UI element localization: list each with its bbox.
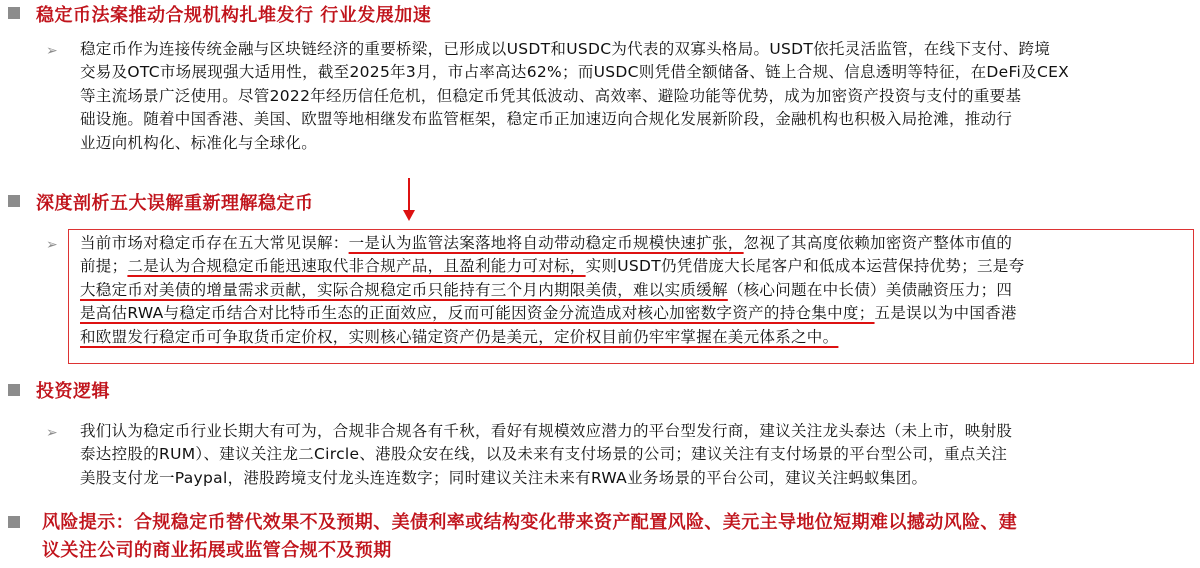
- arrow-bullet-icon: ➢: [46, 43, 58, 59]
- paragraph-2: [80, 232, 1188, 349]
- underlined-text: 大稳定币对美债的增量需求贡献，实际合规稳定币只能持有三个月内期限美债，难以实质缓解: [80, 280, 728, 299]
- plain-text: 忽视了其高度依赖加密资产整体市值的: [743, 234, 1013, 252]
- section-heading-3: 投资逻辑: [36, 381, 110, 402]
- boxed-line: [80, 326, 1188, 349]
- arrow-bullet-icon: ➢: [46, 237, 58, 253]
- risk-line: 风险提示：合规稳定币替代效果不及预期、美债利率或结构变化带来资产配置风险、美元主导地位短期难以撼动风险、建: [42, 512, 1018, 533]
- paragraph-line: 美股支付龙一Paypal，港股跨境支付龙头连连数字；同时建议关注未来有RWA业务场景的平台公司，建议关注蚂蚁集团。: [80, 468, 928, 487]
- underlined-text: 是高估RWA与稳定币结合对比特币生态的正面效应，反而可能因资金分流造成对核心加密数字资产的持仓集中度；: [80, 304, 875, 323]
- paragraph-3: [80, 420, 1188, 490]
- boxed-line: [80, 255, 1188, 278]
- risk-line: 议关注公司的商业拓展或监管合规不及预期: [42, 540, 392, 561]
- boxed-line: [80, 279, 1188, 302]
- down-arrow-icon: [400, 178, 418, 222]
- paragraph-line: 泰达控股的RUM）、建议关注龙二Circle、港股众安在线，以及未来有支付场景的公司；建议关注有支付场景的平台型公司，重点关注: [80, 445, 1008, 464]
- plain-text: （核心问题在中长债）美债融资压力；四: [727, 280, 1013, 299]
- section-heading-1: 稳定币法案推动合规机构扎堆发行 行业发展加速: [36, 5, 432, 26]
- underlined-text: 二是认为合规稳定币能迅速取代非合规产品，且盈利能力可对标，: [127, 257, 586, 276]
- paragraph-line: 等主流场景广泛使用。尽管2022年经历信任危机，但稳定币凭其低波动、高效率、避险功能等优势，成为加密资产投资与支付的重要基: [80, 86, 1022, 105]
- paragraph-1: [80, 38, 1188, 155]
- plain-text: 前提；: [80, 257, 128, 276]
- section-heading-2: 深度剖析五大误解重新理解稳定币: [36, 193, 314, 214]
- underlined-text: 一是认为监管法案落地将自动带动稳定币规模快速扩张，: [348, 234, 744, 252]
- section-square-bullet: [8, 195, 20, 207]
- paragraph-line: 础设施。随着中国香港、美国、欧盟等地相继发布监管框架，稳定币正加速迈向合规化发展新阶段，金融机构也积极入局抢滩，推动行: [80, 110, 1013, 129]
- section-square-bullet: [8, 7, 20, 19]
- boxed-line: [80, 302, 1188, 325]
- plain-text: 当前市场对稳定币存在五大常见误解：: [80, 234, 349, 252]
- plain-text: 实则USDT仍凭借庞大长尾客户和低成本运营保持优势；三是夸: [585, 257, 1025, 276]
- plain-text: 五是误以为中国香港: [874, 304, 1017, 323]
- risk-warning: [42, 509, 1192, 565]
- paragraph-line: 业迈向机构化、标准化与全球化。: [80, 133, 318, 152]
- underlined-text: 和欧盟发行稳定币可争取货币定价权，实则核心锚定资产仍是美元，定价权目前仍牢牢掌握在美元体系之中。: [80, 327, 839, 346]
- section-square-bullet: [8, 384, 20, 396]
- section-square-bullet: [8, 516, 20, 528]
- boxed-line: [80, 232, 1188, 255]
- paragraph-line: 稳定币作为连接传统金融与区块链经济的重要桥梁，已形成以USDT和USDC为代表的双寡头格局。USDT依托灵活监管，在线下支付、跨境: [80, 40, 1051, 58]
- arrow-bullet-icon: ➢: [46, 425, 58, 441]
- paragraph-line: 交易及OTC市场展现强大适用性，截至2025年3月，市占率高达62%；而USDC则凭借全额储备、链上合规、信息透明等特征，在DeFi及CEX: [80, 63, 1070, 82]
- paragraph-line: 我们认为稳定币行业长期大有可为，合规非合规各有千秋，看好有规模效应潜力的平台型发行商，建议关注龙头泰达（未上市，映射股: [80, 422, 1013, 440]
